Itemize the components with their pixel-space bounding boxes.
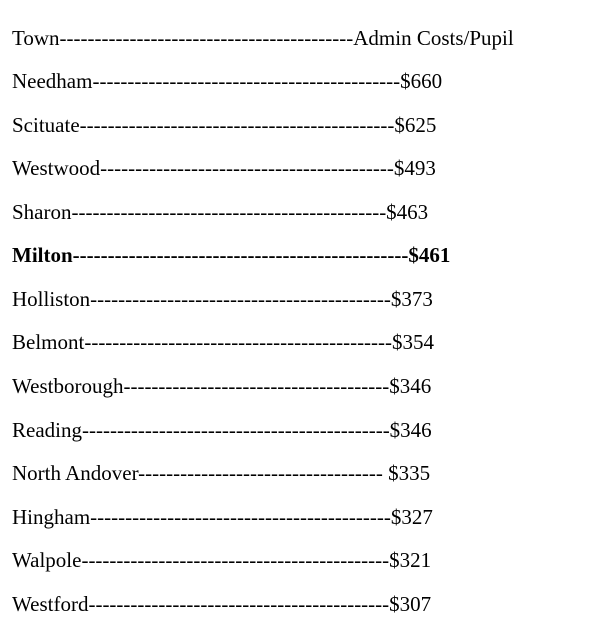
row-westford: Westford-------------------------------------------$307 (12, 592, 432, 616)
row-belmont: Belmont--------------------------------------------$354 (12, 330, 435, 354)
row-holliston: Holliston-------------------------------------------$373 (12, 287, 433, 311)
row-needham: Needham--------------------------------------------$660 (12, 69, 443, 93)
row-hingham: Hingham-------------------------------------------$327 (12, 505, 433, 529)
row-milton-highlighted: Milton------------------------------------------------$461 (12, 243, 451, 267)
row-scituate: Scituate---------------------------------------------$625 (12, 113, 437, 137)
row-walpole: Walpole--------------------------------------------$321 (12, 548, 432, 572)
row-westwood: Westwood------------------------------------------$493 (12, 156, 436, 180)
row-reading: Reading--------------------------------------------$346 (12, 418, 432, 442)
table-header: Town------------------------------------------Admin Costs/Pupil (12, 26, 514, 50)
row-westborough: Westborough--------------------------------------$346 (12, 374, 432, 398)
row-north-andover: North Andover----------------------------------- $335 (12, 461, 431, 485)
row-sharon: Sharon---------------------------------------------$463 (12, 200, 429, 224)
